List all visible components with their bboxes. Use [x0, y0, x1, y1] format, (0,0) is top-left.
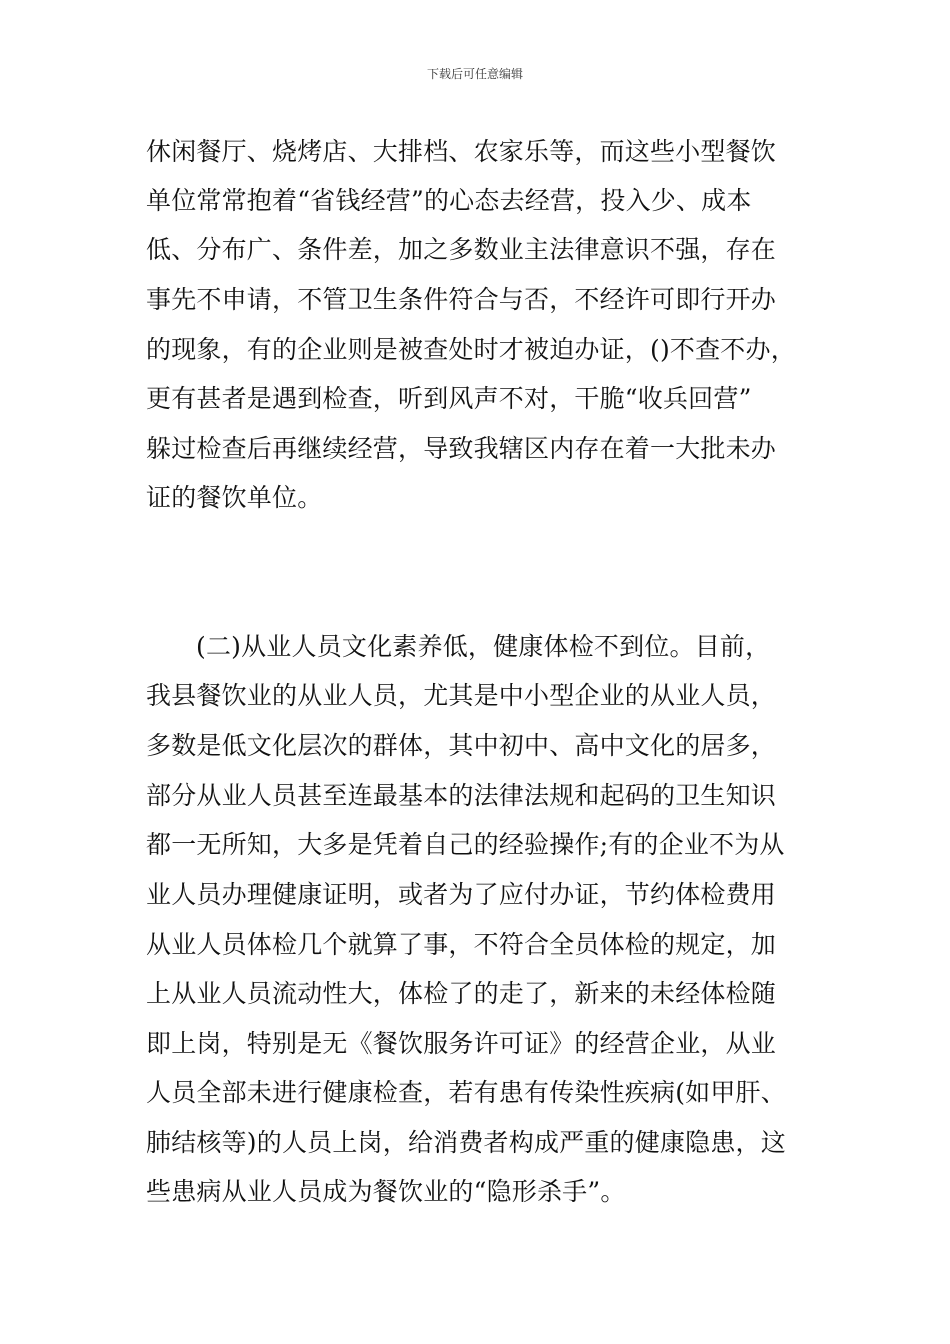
paragraph-line: 的现象，有的企业则是被查处时才被迫办证，()不查不办，: [146, 335, 796, 364]
paragraph-line: 我县餐饮业的从业人员，尤其是中小型企业的从业人员，: [146, 681, 777, 710]
paragraph-line: 更有甚者是遇到检查，听到风声不对，干脆“收兵回营”: [146, 384, 752, 413]
paragraph-line: 业人员办理健康证明，或者为了应付办证，节约体检费用: [146, 880, 777, 909]
paragraph-line: 从业人员体检几个就算了事，不符合全员体检的规定，加: [146, 930, 777, 959]
paragraph-line: 都一无所知，大多是凭着自己的经验操作;有的企业不为从: [146, 830, 785, 859]
paragraph-line: 上从业人员流动性大，体检了的走了，新来的未经体检随: [146, 979, 777, 1008]
paragraph-line: 证的餐饮单位。: [146, 483, 323, 512]
paragraph-line: 低、分布广、条件差，加之多数业主法律意识不强，存在: [146, 235, 777, 264]
paragraph-line: 多数是低文化层次的群体，其中初中、高中文化的居多，: [146, 731, 777, 760]
paragraph-line: 人员全部未进行健康检查，若有患有传染性疾病(如甲肝、: [146, 1078, 786, 1107]
paragraph-line: 些患病从业人员成为餐饮业的“隐形杀手”。: [146, 1177, 626, 1206]
paragraph-line: 肺结核等)的人员上岗，给消费者构成严重的健康隐患，这: [146, 1128, 786, 1157]
paragraph-line: 单位常常抱着“省钱经营”的心态去经营，投入少、成本: [146, 186, 752, 215]
paragraph-line: 休闲餐厅、烧烤店、大排档、农家乐等，而这些小型餐饮: [146, 137, 777, 166]
paragraph-line: 部分从业人员甚至连最基本的法律法规和起码的卫生知识: [146, 781, 777, 810]
paragraph-line: 即上岗，特别是无《餐饮服务许可证》的经营企业，从业: [146, 1029, 777, 1058]
page-header: 下载后可任意编辑: [426, 67, 523, 81]
paragraph-line: 事先不申请，不管卫生条件符合与否，不经许可即行开办: [146, 285, 777, 314]
paragraph-line: 躲过检查后再继续经营，导致我辖区内存在着一大批未办: [146, 434, 777, 463]
paragraph-line: (二)从业人员文化素养低，健康体检不到位。目前，: [196, 632, 771, 661]
